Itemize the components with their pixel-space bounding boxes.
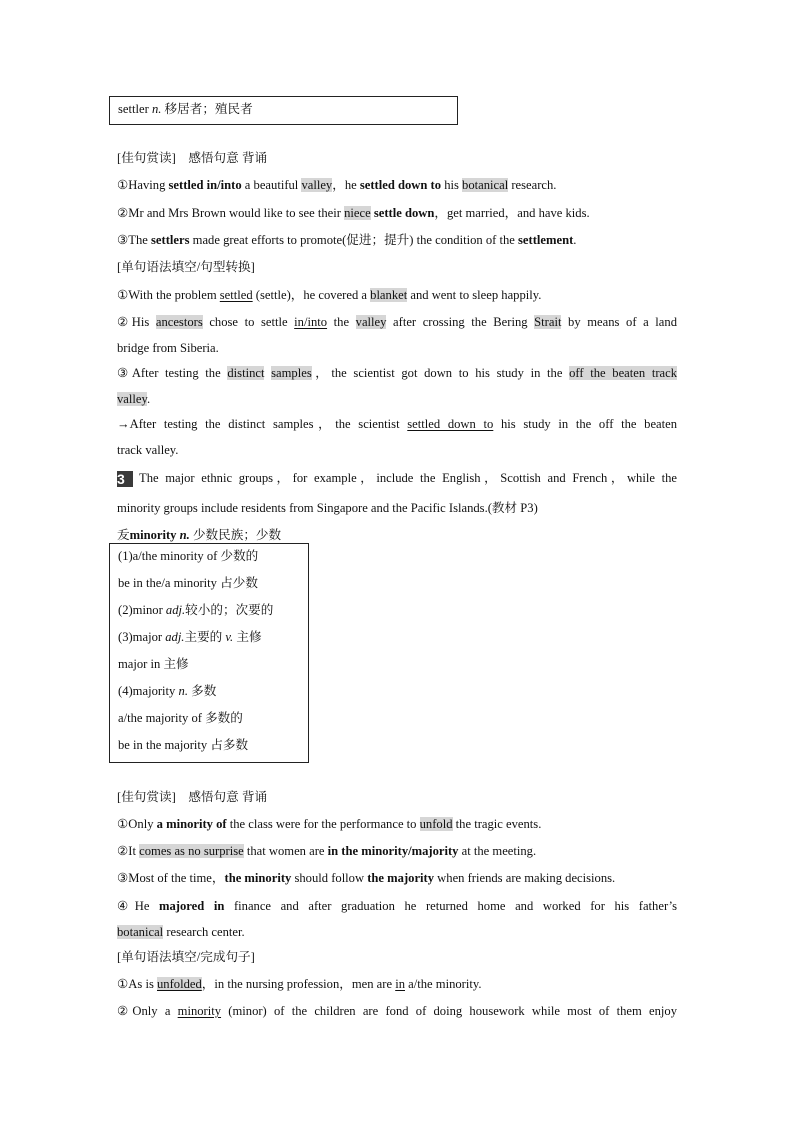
- note-line: major in 主修: [118, 657, 189, 671]
- example-sentence: ②It comes as no surprise that women are in the minority/majority at the meeting.: [117, 844, 537, 858]
- note-line: (2)minor adj.较小的；次要的: [118, 603, 274, 617]
- exercise-question-continued: valley.: [117, 392, 151, 406]
- exercise-question: ②Only a minority (minor) of the children are fond of doing housework while most of them enjoy: [117, 1004, 678, 1018]
- textbook-sentence: 3 The major ethnic groups，for example，include the English，Scottish and French，while the: [117, 471, 677, 487]
- note-line: a/the majority of 多数的: [118, 711, 243, 725]
- exercise-question: →After testing the distinct samples，the scientist settled down to his study in the off the beaten: [117, 417, 678, 431]
- example-sentence-continued: botanical research center.: [117, 925, 245, 939]
- exercise-question-continued: bridge from Siberia.: [117, 341, 219, 355]
- exercise-question: ②His ancestors chose to settle in/into the valley after crossing the Bering Strait by means of a land: [117, 315, 677, 329]
- settler-definition-box: [109, 96, 458, 125]
- note-line: be in the/a minority 占少数: [118, 576, 258, 590]
- example-sentence: ①Having settled in/into a beautiful valley，he settled down to his botanical research.: [117, 178, 557, 192]
- section-header-exercises-1: [单句语法填空/句型转换]: [117, 260, 255, 274]
- note-line: be in the majority 占多数: [118, 738, 249, 752]
- example-sentence: ③The settlers made great efforts to promote(促进；提升) the condition of the settlement.: [117, 233, 577, 247]
- settler-definition: settler n. 移居者；殖民者: [118, 102, 253, 116]
- note-line: (4)majority n. 多数: [118, 684, 217, 698]
- item-number-badge: 3: [117, 471, 133, 487]
- section-header-sentences-2: [佳句赏读] 感悟句意 背诵: [117, 790, 268, 804]
- exercise-question: ③After testing the distinct samples，the scientist got down to his study in the off the beaten track: [117, 366, 677, 380]
- minority-notes-box: [109, 543, 309, 763]
- example-sentence: ②Mr and Mrs Brown would like to see their niece settle down，get married，and have kids.: [117, 206, 590, 220]
- vocab-entry-minority: 叐minority n. 少数民族；少数: [117, 528, 282, 542]
- note-line: (1)a/the minority of 少数的: [118, 549, 259, 563]
- exercise-question: ①With the problem settled (settle)，he covered a blanket and went to sleep happily.: [117, 288, 542, 302]
- exercise-question: ①As is unfolded，in the nursing profession，men are in a/the minority.: [117, 977, 482, 991]
- example-sentence: ①Only a minority of the class were for the performance to unfold the tragic events.: [117, 817, 542, 831]
- exercise-question-continued: track valley.: [117, 443, 179, 457]
- example-sentence: ④He majored in finance and after graduation he returned home and worked for his father’s: [117, 899, 677, 913]
- section-header-exercises-2: [单句语法填空/完成句子]: [117, 950, 255, 964]
- section-header-sentences-1: [佳句赏读] 感悟句意 背诵: [117, 151, 268, 165]
- textbook-sentence-continued: minority groups include residents from Singapore and the Pacific Islands.(教材 P3): [117, 501, 538, 515]
- example-sentence: ③Most of the time，the minority should follow the majority when friends are making decisions.: [117, 871, 616, 885]
- note-line: (3)major adj.主要的 v. 主修: [118, 630, 262, 644]
